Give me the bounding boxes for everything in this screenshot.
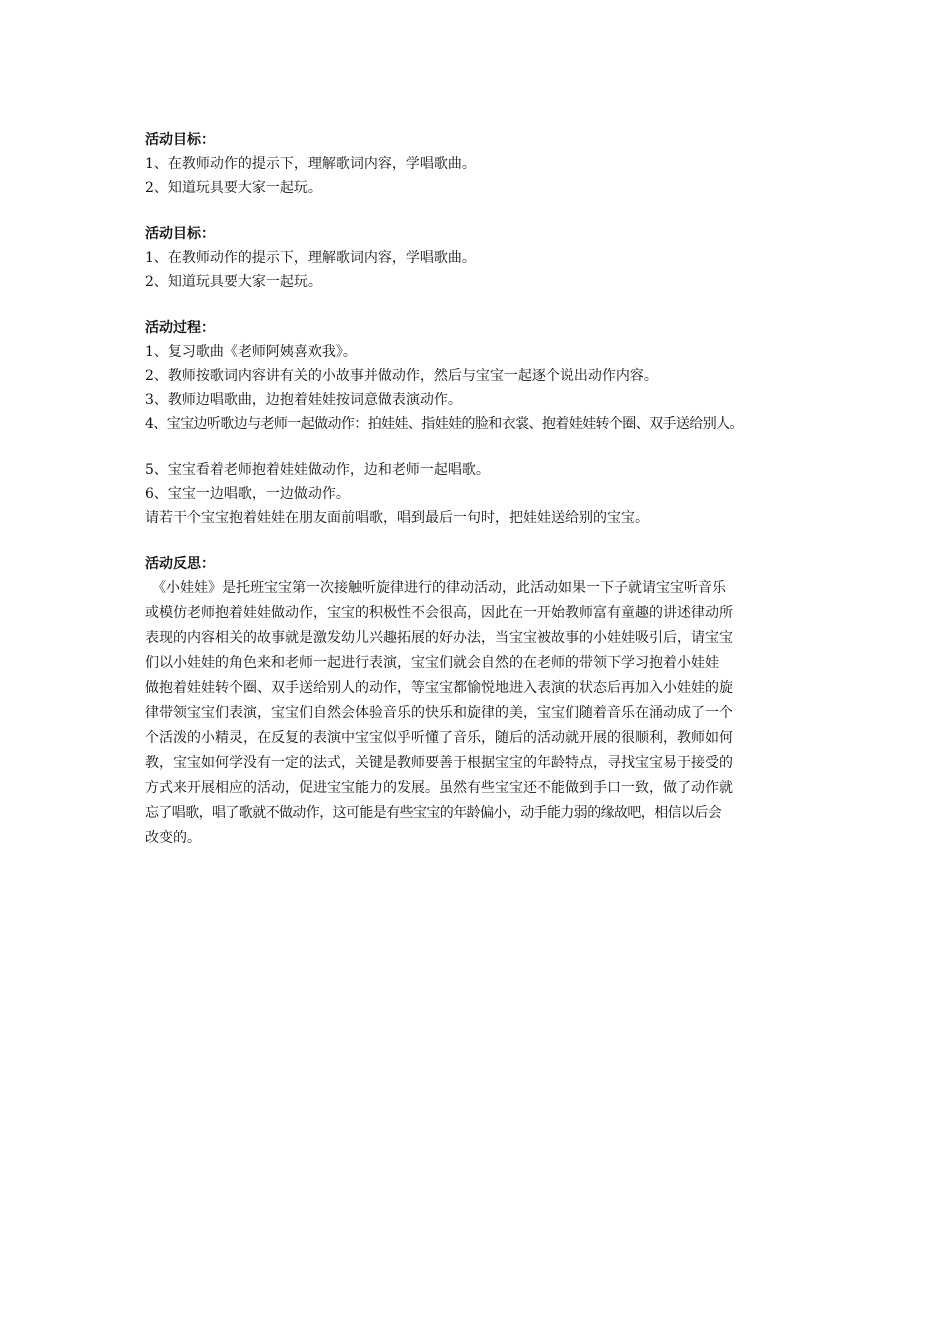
spacer xyxy=(145,294,817,316)
list-item: 1、复习歌曲《老师阿姨喜欢我》。 xyxy=(145,344,357,360)
list-item: 6、宝宝一边唱歌，一边做动作。 xyxy=(145,486,350,502)
section-goals-1 xyxy=(145,128,817,200)
paragraph-line: 方式来开展相应的活动，促进宝宝能力的发展。虽然有些宝宝还不能做到手口一致，做了动作就 xyxy=(145,780,733,796)
reflection-paragraph xyxy=(145,576,817,851)
list-item: 1、在教师动作的提示下，理解歌词内容，学唱歌曲。 xyxy=(145,250,476,266)
section-heading: 活动目标： xyxy=(145,226,215,242)
paragraph-line: 忘了唱歌，唱了歌就不做动作，这可能是有些宝宝的年龄偏小，动手能力弱的缘故吧，相信以后会 xyxy=(145,805,722,821)
paragraph-line: 做抱着娃娃转个圈、双手送给别人的动作，等宝宝都愉悦地进入表演的状态后再加入小娃娃的旋 xyxy=(145,680,733,696)
paragraph-line: 个活泼的小精灵，在反复的表演中宝宝似乎听懂了音乐，随后的活动就开展的很顺利，教师如何 xyxy=(145,730,733,746)
paragraph-line: 改变的。 xyxy=(145,830,201,846)
section-reflection xyxy=(145,552,817,851)
list-item: 2、知道玩具要大家一起玩。 xyxy=(145,180,322,196)
list-item: 5、宝宝看着老师抱着娃娃做动作，边和老师一起唱歌。 xyxy=(145,462,490,478)
list-item: 3、教师边唱歌曲，边抱着娃娃按词意做表演动作。 xyxy=(145,392,462,408)
list-item: 1、在教师动作的提示下，理解歌词内容，学唱歌曲。 xyxy=(145,156,476,172)
spacer xyxy=(145,200,817,222)
section-heading: 活动过程： xyxy=(145,320,215,336)
paragraph-line: 们以小娃娃的角色来和老师一起进行表演，宝宝们就会自然的在老师的带领下学习抱着小娃娃 xyxy=(145,655,719,671)
spacer xyxy=(145,436,817,458)
document-page xyxy=(145,128,817,851)
paragraph-line: 或模仿老师抱着娃娃做动作，宝宝的积极性不会很高，因此在一开始教师富有童趣的讲述律动所 xyxy=(145,605,733,621)
spacer xyxy=(145,530,817,552)
list-item: 4、宝宝边听歌边与老师一起做动作：拍娃娃、指娃娃的脸和衣裳、抱着娃娃转个圈、双手送给别人。 xyxy=(145,416,743,432)
section-heading: 活动反思： xyxy=(145,556,215,572)
paragraph-line: 《小娃娃》是托班宝宝第一次接触听旋律进行的律动活动，此活动如果一下子就请宝宝听音乐 xyxy=(145,580,726,596)
paragraph-line: 教，宝宝如何学没有一定的法式，关键是教师要善于根据宝宝的年龄特点，寻找宝宝易于接受的 xyxy=(145,755,733,771)
section-process xyxy=(145,316,817,530)
section-heading: 活动目标： xyxy=(145,132,215,148)
paragraph-line: 表现的内容相关的故事就是激发幼儿兴趣拓展的好办法，当宝宝被故事的小娃娃吸引后，请宝宝 xyxy=(145,630,733,646)
paragraph-line: 律带领宝宝们表演，宝宝们自然会体验音乐的快乐和旋律的美，宝宝们随着音乐在涌动成了一个 xyxy=(145,705,733,721)
list-item: 2、教师按歌词内容讲有关的小故事并做动作，然后与宝宝一起逐个说出动作内容。 xyxy=(145,368,658,384)
list-item: 请若干个宝宝抱着娃娃在朋友面前唱歌，唱到最后一句时，把娃娃送给别的宝宝。 xyxy=(145,510,649,526)
list-item: 2、知道玩具要大家一起玩。 xyxy=(145,274,322,290)
section-goals-2 xyxy=(145,222,817,294)
